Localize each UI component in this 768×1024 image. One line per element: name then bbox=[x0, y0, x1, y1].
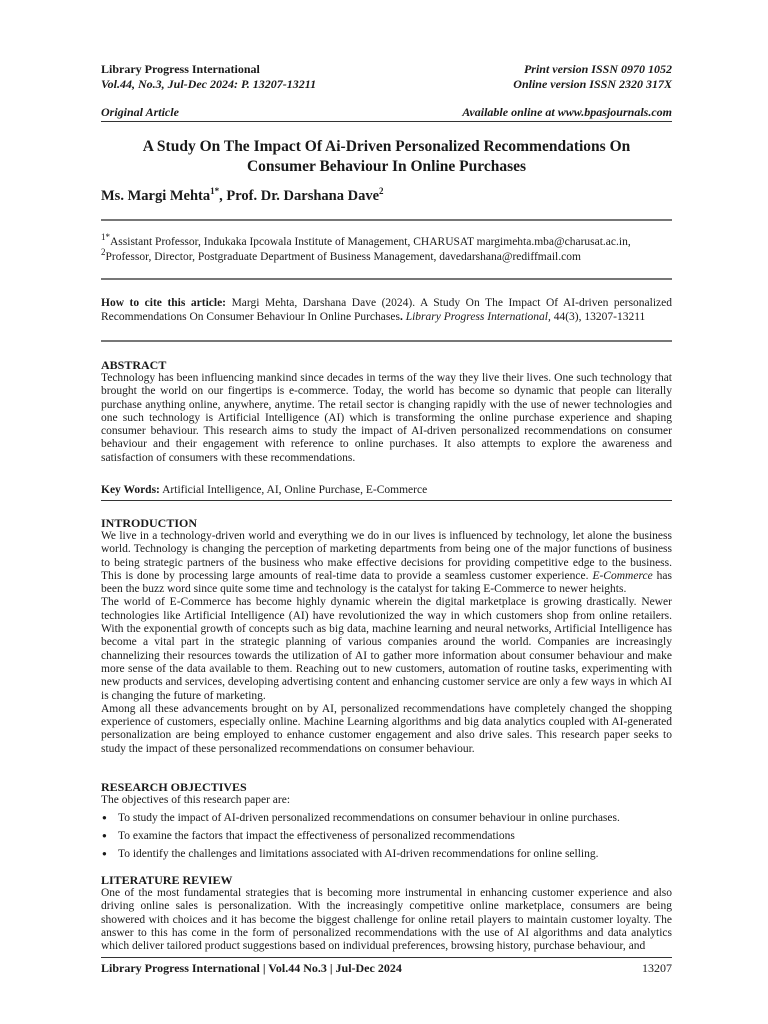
affiliation-2-text: Professor, Director, Postgraduate Department of Business Management, davedarshana@rediffmail.com bbox=[105, 251, 581, 263]
affiliation-1 bbox=[101, 232, 672, 250]
affiliations-rule bbox=[101, 278, 672, 280]
citation-dot: . bbox=[399, 311, 406, 323]
citation-text: Margi Mehta, Darshana Dave (2024). A Study On The Impact Of AI-driven personalized Recommendations On Consumer Behaviour In Online Purchases bbox=[101, 297, 672, 323]
literature-review-heading: LITERATURE REVIEW bbox=[101, 873, 233, 887]
article-type: Original Article bbox=[101, 105, 179, 119]
title-line-1: A Study On The Impact Of Ai-Driven Personalized Recommendations On bbox=[142, 138, 631, 155]
author-2: Prof. Dr. Darshana Dave bbox=[226, 188, 380, 204]
journal-name: Library Progress International bbox=[101, 62, 260, 76]
intro-p1-text: We live in a technology-driven world and everything we do in our lives is influenced by technology, let alone the business world. Technology is changing the perception of marketing departments from being one of the major functions of business to being strategic partners of the business who make effective decisions for providing competitive edge to the business. This is done by processing large amounts of real-time data to provide a seamless customer experience. bbox=[101, 530, 672, 582]
keywords-rule bbox=[101, 500, 672, 501]
objectives-list bbox=[101, 809, 672, 863]
journal-header bbox=[101, 62, 672, 91]
header-rule bbox=[101, 121, 672, 122]
online-issn: Online version ISSN 2320 317X bbox=[513, 76, 672, 91]
author-1: Ms. Margi Mehta bbox=[101, 188, 211, 204]
author-separator: , bbox=[219, 188, 227, 204]
volume-info: Vol.44, No.3, Jul-Dec 2024: P. 13207-13211 bbox=[101, 76, 317, 91]
literature-review-section bbox=[101, 873, 672, 953]
objectives-intro: The objectives of this research paper are: bbox=[101, 794, 291, 806]
affiliation-2 bbox=[101, 247, 672, 265]
abstract-text: Technology has been influencing mankind since decades in terms of the way they live their lives. One such technology that brought the world on our fingertips is e-commerce. Today, the world has become so dynamic that people can literally purchase anything online, anywhere, anytime. The retail sector is changing rapidly with the use of newer technologies and one such technology is Artificial Intelligence (AI) which is transforming the online purchase experience and shaping consumer behaviour. This research aims to study the impact of AI-driven personalized recommendations on consumer behaviour and their engagement with reference to online purchases. It also attempts to explore the awareness and satisfaction of consumers with these recommendations. bbox=[101, 372, 672, 464]
affiliation-1-sup: 1* bbox=[101, 232, 110, 243]
article-subheader bbox=[101, 105, 672, 119]
author-1-sup: 1* bbox=[210, 186, 220, 197]
intro-p1-text-cont: has been the buzz word since quite some time and technology is the catalyst for taking E-Commerce to newer heights. bbox=[101, 569, 672, 596]
keywords-label: Key Words: bbox=[101, 484, 160, 496]
objective-item: ● To study the impact of AI-driven personalized recommendations on consumer behaviour in online purchases. bbox=[101, 809, 672, 827]
citation-rule bbox=[101, 340, 672, 342]
introduction-section bbox=[101, 516, 672, 756]
title-line-2: Consumer Behaviour In Online Purchases bbox=[246, 158, 527, 175]
footer-rule bbox=[101, 957, 672, 958]
page-number: 13207 bbox=[642, 961, 672, 975]
objectives-heading: RESEARCH OBJECTIVES bbox=[101, 780, 247, 794]
introduction-paragraph-1 bbox=[101, 530, 672, 596]
objective-item: ● To identify the challenges and limitations associated with AI-driven recommendations for online selling. bbox=[101, 845, 672, 863]
citation-label: How to cite this article: bbox=[101, 297, 227, 309]
keywords-section bbox=[101, 484, 672, 497]
author-list bbox=[101, 188, 672, 205]
page-footer bbox=[101, 961, 672, 976]
affiliation-2-sup: 2 bbox=[101, 247, 106, 258]
keywords-text: Artificial Intelligence, AI, Online Purchase, E-Commerce bbox=[159, 484, 428, 496]
footer-journal: Library Progress International | Vol.44 No.3 | Jul-Dec 2024 bbox=[101, 961, 402, 975]
introduction-paragraph-3: Among all these advancements brought on by AI, personalized recommendations have completely changed the shopping experience of customers, especially online. Machine Learning algorithms and big data analytics coupled with AI-generated personalization are being employed to enhance customer engagement and also drive sales. This research paper seeks to study the impact of these personalized recommendations on consumer behaviour. bbox=[101, 702, 672, 755]
print-issn: Print version ISSN 0970 1052 bbox=[523, 62, 672, 76]
abstract-section bbox=[101, 358, 672, 465]
affiliation-1-text: Assistant Professor, Indukaka Ipcowala Institute of Management, CHARUSAT margimehta.mba@charusat.ac.in, bbox=[110, 236, 631, 248]
paper-page bbox=[101, 0, 672, 1024]
introduction-paragraph-2: The world of E-Commerce has become highly dynamic wherein the digital marketplace is growing drastically. Newer technologies like Artificial Intelligence (AI) have revolutionized the way in which customers shop from online retailers. With the exponential growth of concepts such as big data, machine learning and neural networks, Artificial Intelligence has become a vital part in the strategic planning of various companies around the world. Companies are increasingly channelizing their resources towards the utilization of AI to gather more information about consumer behaviour and make more sense of the data available to them. Reaching out to new customers, automation of routine tasks, experimenting with new products and services, developing advertising content and enhancing customer service are only a few ways in which AI is changing the future of marketing. bbox=[101, 596, 672, 702]
author-2-sup: 2 bbox=[379, 186, 384, 197]
intro-p1-emphasis: E-Commerce bbox=[592, 569, 653, 582]
introduction-heading: INTRODUCTION bbox=[101, 516, 198, 530]
available-online: Available online at www.bpasjournals.com bbox=[462, 105, 672, 119]
research-objectives-section bbox=[101, 780, 672, 863]
paper-title bbox=[101, 137, 672, 177]
abstract-heading: ABSTRACT bbox=[101, 358, 167, 372]
citation-rest: 44(3), 13207-13211 bbox=[550, 311, 646, 323]
citation-journal: Library Progress International, bbox=[405, 311, 551, 323]
literature-review-text: One of the most fundamental strategies that is becoming more instrumental in enhancing customer experience and also driving online sales is personalization. With the increasingly competitive online marketplace, consumers are being showered with choices and it has become the biggest challenge for online retail players to maintain customer loyalty. The answer to this has come in the form of personalized recommendations with the use of AI algorithms and data analytics which deliver tailored product suggestions based on individual preferences, browsing history, purchase behaviour, and bbox=[101, 887, 672, 953]
citation-block bbox=[101, 296, 672, 324]
objective-item: ● To examine the factors that impact the effectiveness of personalized recommendations bbox=[101, 827, 672, 845]
authors-rule bbox=[101, 219, 672, 221]
affiliations bbox=[101, 232, 672, 265]
